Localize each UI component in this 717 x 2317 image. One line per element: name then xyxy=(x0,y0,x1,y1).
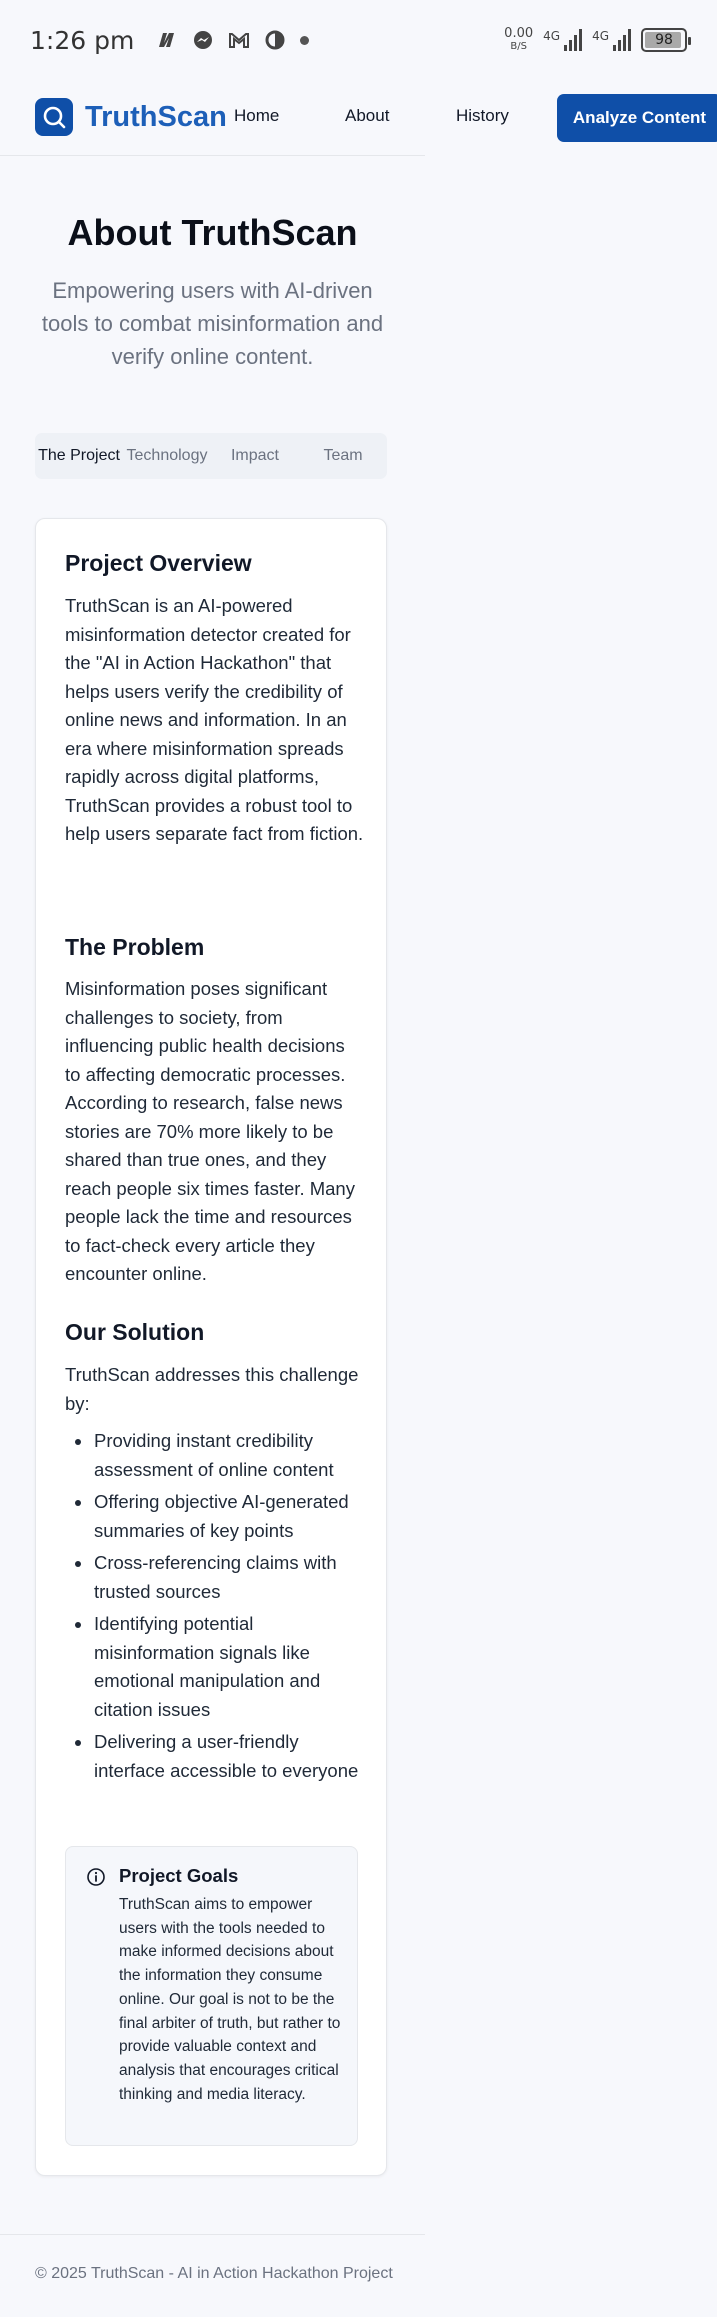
battery-level: 98 xyxy=(655,32,673,48)
problem-heading: The Problem xyxy=(65,934,205,960)
info-icon xyxy=(86,1867,106,1887)
network-speed xyxy=(504,27,533,53)
tab-impact[interactable]: Impact xyxy=(230,447,279,464)
network-speed-value: 0.00 xyxy=(504,26,534,41)
list-item: Offering objective AI-generated summaries of key points xyxy=(65,1488,365,1545)
overview-text: TruthScan is an AI-powered misinformation detector created for the "AI in Action Hackathon" that helps users verify the credibility of online news and information. In an era where misinformation spreads rapidly across digital platforms, TruthScan provides a robust tool to help users separate fact from fiction. xyxy=(65,595,364,844)
tab-technology[interactable]: Technology xyxy=(126,447,208,464)
status-bar-right xyxy=(504,27,687,53)
site-footer xyxy=(0,2234,425,2317)
signal-2 xyxy=(592,29,631,51)
more-notifications-dot xyxy=(300,36,309,45)
site-header xyxy=(0,80,717,156)
solution-heading: Our Solution xyxy=(65,1319,205,1345)
search-logo-icon xyxy=(35,98,73,136)
project-content-card xyxy=(35,518,387,2176)
nav-home[interactable]: Home xyxy=(234,106,280,125)
footer-copyright: © 2025 TruthScan - AI in Action Hackathon Project xyxy=(35,2265,393,2282)
list-item: Cross-referencing claims with trusted sources xyxy=(65,1549,365,1606)
solution-list xyxy=(65,1427,365,1789)
tab-the-project[interactable]: The Project xyxy=(38,447,120,464)
site-logo[interactable] xyxy=(35,98,227,136)
network-speed-unit: B/S xyxy=(510,41,527,52)
status-bar xyxy=(0,0,717,80)
list-item: Delivering a user-friendly interface accessible to everyone xyxy=(65,1728,365,1785)
gmail-icon xyxy=(228,29,250,51)
page-title: About TruthScan xyxy=(67,212,358,253)
list-item: Identifying potential misinformation signals like emotional manipulation and citation issues xyxy=(65,1610,365,1724)
signal-1-bars-icon xyxy=(564,29,582,51)
page-subtitle: Empowering users with AI-driven tools to combat misinformation and verify online content. xyxy=(41,278,384,369)
nav-about[interactable]: About xyxy=(345,106,390,125)
notification-app-icon xyxy=(156,29,178,51)
overview-heading: Project Overview xyxy=(65,550,252,576)
signal-2-bars-icon xyxy=(613,29,631,51)
messenger-icon xyxy=(192,29,214,51)
problem-text: Misinformation poses significant challenges to society, from influencing public health decisions to affecting democratic processes. According to research, false news stories are 70% more likely to be shared than true ones, and they reach people six times faster. Many people lack the time and resources to fact-check every article they encounter online. xyxy=(65,978,355,1284)
solution-intro: TruthScan addresses this challenge by: xyxy=(65,1364,359,1414)
goals-heading: Project Goals xyxy=(119,1865,239,1886)
app-circle-icon xyxy=(264,29,286,51)
signal-1-label: 4G xyxy=(543,29,561,43)
project-goals-callout xyxy=(65,1846,358,2146)
battery-icon xyxy=(641,28,687,52)
signal-2-label: 4G xyxy=(592,29,609,43)
status-time: 1:26 pm xyxy=(30,25,135,55)
logo-text: TruthScan xyxy=(85,100,227,133)
signal-1 xyxy=(543,29,582,51)
nav-history[interactable]: History xyxy=(456,106,509,125)
analyze-content-button[interactable]: Analyze Content xyxy=(557,94,717,142)
list-item: Providing instant credibility assessment of online content xyxy=(65,1427,365,1484)
tab-team[interactable]: Team xyxy=(323,447,363,464)
status-bar-left xyxy=(30,26,309,55)
goals-text: TruthScan aims to empower users with the tools needed to make informed decisions about the information they consume online. Our goal is not to be the final arbiter of truth, but rather to provide valuable context and analysis that encourages critical thinking and media literacy. xyxy=(119,1896,341,2103)
about-tabs xyxy=(35,433,387,479)
